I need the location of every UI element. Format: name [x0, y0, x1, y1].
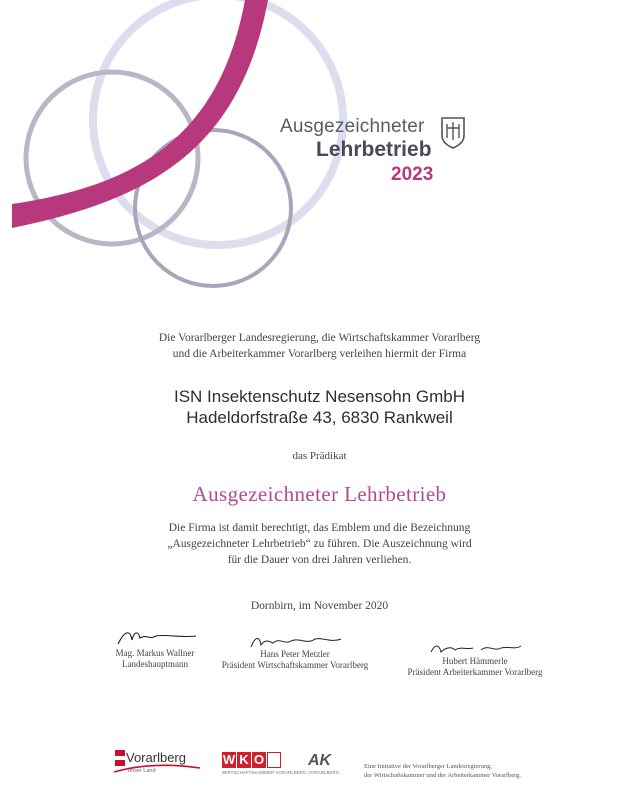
wko-logo-sub: WIRTSCHAFTSKAMMER VORARLBERG: [222, 770, 307, 775]
handwritten-signature: [245, 633, 345, 649]
pradikat-label: das Prädikat: [292, 450, 347, 462]
description-line: „Ausgezeichneter Lehrbetrieb“ zu führen. Die Auszeichnung wird: [167, 538, 472, 550]
signer-role: Landeshauptmann: [122, 659, 188, 669]
company-block: [0, 386, 639, 428]
company-name: ISN Insektenschutz Nesensohn GmbH: [173, 387, 466, 406]
emblem-line1: Ausgezeichneter: [280, 116, 425, 137]
vorarlberg-crest-icon: [440, 116, 466, 150]
description: [0, 520, 639, 568]
intro-line: und die Arbeiterkammer Vorarlberg verleihen hiermit der Firma: [172, 348, 467, 360]
initiative-line: der Wirtschaftskammer und der Arbeiterkammer Vorarlberg.: [364, 772, 522, 779]
ak-logo-sub: VORARLBERG: [308, 770, 340, 775]
wko-letter: K: [237, 752, 251, 768]
signer-name: Hans Peter Metzler: [260, 649, 330, 659]
wko-logo: [222, 752, 307, 782]
place-date: Dornbirn, im November 2020: [250, 600, 389, 612]
wko-letter: O: [253, 752, 265, 767]
ak-logo-text: AK: [308, 752, 332, 769]
ak-logo: [308, 752, 348, 782]
description-line: für die Dauer von drei Jahren verliehen.: [227, 554, 412, 566]
footer-logos: [0, 748, 639, 788]
signer-name: Mag. Markus Wallner: [115, 648, 195, 658]
signature-block-haemmerle: [385, 640, 565, 678]
company-address: Hadeldorfstraße 43, 6830 Rankweil: [186, 408, 453, 427]
intro-line: Die Vorarlberger Landesregierung, die Wirtschaftskammer Vorarlberg: [158, 332, 481, 344]
signer-role: Präsident Arbeiterkammer Vorarlberg: [407, 667, 543, 677]
initiative-line: Eine Initiative der Vorarlberger Landesregierung,: [364, 763, 492, 770]
emblem-year: 2023: [391, 164, 434, 185]
signature-block-metzler: [200, 633, 390, 671]
logo-swoosh: [112, 762, 202, 774]
vorarlberg-logo-text: Vorarlberg: [126, 750, 186, 765]
description-line: Die Firma ist damit berechtigt, das Emblem und die Bezeichnung: [168, 522, 471, 534]
intro-text: [0, 330, 639, 362]
vorarlberg-logo-sub: unser Land: [128, 768, 156, 774]
emblem-line2: Lehrbetrieb: [316, 138, 432, 161]
initiative-note: [364, 762, 521, 780]
magenta-swoosh: [12, 0, 268, 228]
handwritten-signature: [110, 626, 200, 648]
vorarlberg-logo: [112, 748, 202, 782]
handwritten-signature: [425, 640, 525, 656]
signer-name: Hubert Hämmerle: [442, 656, 508, 666]
award-emblem: [280, 110, 480, 190]
signer-role: Präsident Wirtschaftskammer Vorarlberg: [221, 660, 369, 670]
award-title: Ausgezeichneter Lehrbetrieb: [192, 482, 447, 506]
wko-crest: [267, 752, 281, 768]
wko-letter: W: [222, 752, 236, 767]
